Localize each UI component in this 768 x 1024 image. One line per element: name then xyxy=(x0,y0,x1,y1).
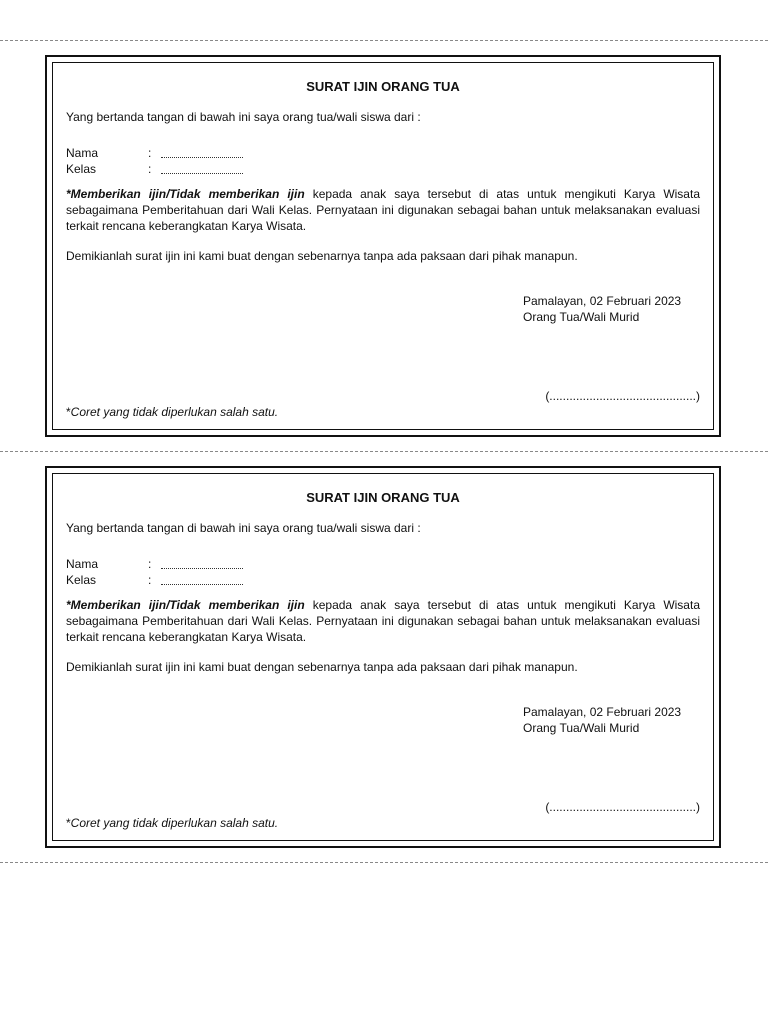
footnote-text: Coret yang tidak diperlukan salah satu. xyxy=(70,405,279,419)
statement-text: kepada anak saya tersebut di atas untuk mengikuti Karya Wisata sebagaimana Pemberitahuan dari Wali Kelas. Pernyataan ini digunakan sebagai bahan untuk melaksanakan evaluasi terkait rencana keberangkatan Karya Wisata. xyxy=(66,598,700,644)
slip-inner-border xyxy=(52,62,714,430)
footnote xyxy=(66,404,278,420)
footnote-text: Coret yang tidak diperlukan salah satu. xyxy=(70,816,279,830)
statement-options: *Memberikan ijin/Tidak memberikan ijin xyxy=(66,187,305,201)
slip-inner-border xyxy=(52,473,714,841)
statement-options: *Memberikan ijin/Tidak memberikan ijin xyxy=(66,598,305,612)
place-date: Pamalayan, 02 Februari 2023 xyxy=(523,705,682,719)
signature-line: (............................................) xyxy=(545,389,700,403)
slip-title: SURAT IJIN ORANG TUA xyxy=(306,79,460,94)
permission-statement xyxy=(66,186,700,234)
cut-line-bottom xyxy=(0,862,768,863)
place-date: Pamalayan, 02 Februari 2023 xyxy=(523,294,682,308)
closing-statement: Demikianlah surat ijin ini kami buat dengan sebenarnya tanpa ada paksaan dari pihak manapun. xyxy=(66,660,578,674)
signature-block xyxy=(523,293,700,325)
slip-intro: Yang bertanda tangan di bawah ini saya orang tua/wali siswa dari : xyxy=(66,110,421,124)
signer-role: Orang Tua/Wali Murid xyxy=(523,310,640,324)
field-blank-line[interactable] xyxy=(161,568,243,569)
footnote-star: * xyxy=(66,816,71,830)
slip-title: SURAT IJIN ORANG TUA xyxy=(306,490,460,505)
field-label: Kelas xyxy=(66,573,97,587)
field-nama xyxy=(66,145,266,161)
statement-text: kepada anak saya tersebut di atas untuk mengikuti Karya Wisata sebagaimana Pemberitahuan dari Wali Kelas. Pernyataan ini digunakan sebagai bahan untuk melaksanakan evaluasi terkait rencana keberangkatan Karya Wisata. xyxy=(66,187,700,233)
signature-block xyxy=(523,704,700,736)
field-colon: : xyxy=(148,557,152,571)
field-colon: : xyxy=(148,162,152,176)
signer-role: Orang Tua/Wali Murid xyxy=(523,721,640,735)
field-kelas xyxy=(66,161,266,177)
field-colon: : xyxy=(148,573,152,587)
cut-line-middle xyxy=(0,451,768,452)
field-label: Nama xyxy=(66,557,99,571)
field-nama xyxy=(66,556,266,572)
permission-slip-2 xyxy=(45,466,721,848)
field-label: Nama xyxy=(66,146,99,160)
signature-line: (............................................) xyxy=(545,800,700,814)
permission-slip-1 xyxy=(45,55,721,437)
field-kelas xyxy=(66,572,266,588)
slip-intro: Yang bertanda tangan di bawah ini saya orang tua/wali siswa dari : xyxy=(66,521,421,535)
field-blank-line[interactable] xyxy=(161,173,243,174)
closing-statement: Demikianlah surat ijin ini kami buat dengan sebenarnya tanpa ada paksaan dari pihak manapun. xyxy=(66,249,578,263)
footnote xyxy=(66,815,278,831)
field-label: Kelas xyxy=(66,162,97,176)
field-blank-line[interactable] xyxy=(161,157,243,158)
cut-line-top xyxy=(0,40,768,41)
field-blank-line[interactable] xyxy=(161,584,243,585)
field-colon: : xyxy=(148,146,152,160)
permission-statement xyxy=(66,597,700,645)
footnote-star: * xyxy=(66,405,71,419)
